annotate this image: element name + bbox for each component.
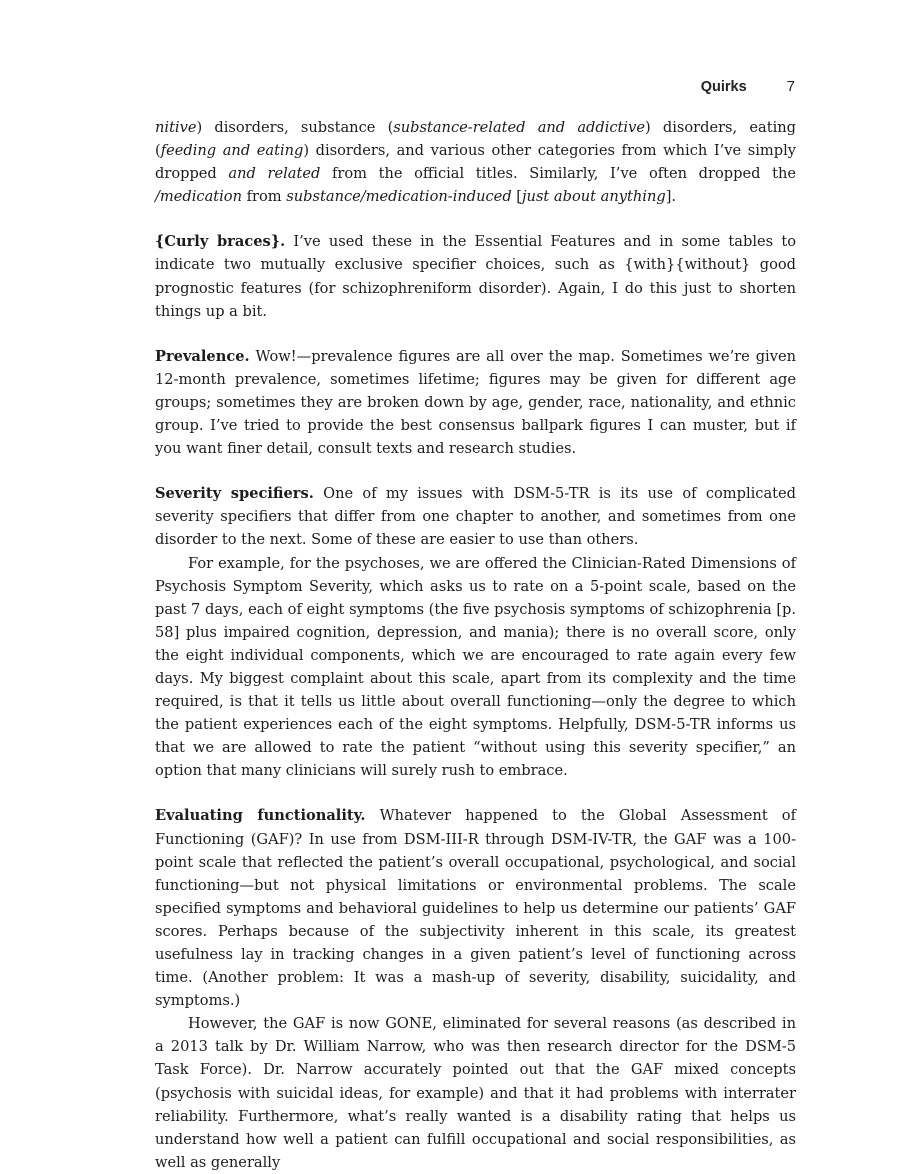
text-run: One of my issues with DSM-5-TR is its use of complicated severity specifiers that differ from one chapter to another, and sometimes from one disorder to the next. Some of these are easier to use than others. (155, 485, 797, 549)
text-run: ) disorders, eating ( (155, 119, 796, 160)
text-run: Whatever happened to the Global Assessment of Functioning (GAF)? In use from DSM-III-R through DSM-IV-TR, the GAF was a 100-point scale that reflected the patient’s overall occupational, psychological, and social functioning—but not physical limitations or environmental problems. The scale specified symptoms and behavioral guidelines to help us determine our patients’ GAF scores. Perhaps because of the subjectivity inherent in this scale, its greatest usefulness lay in tracking changes in a given patient’s level of functioning across time. (Another problem: It was a mash-up of severity, disability, suicidality, and symptoms.) (155, 807, 796, 1010)
text-run: Wow!—prevalence figures are all over the map. Sometimes we’re given 12-month prevalence, sometimes lifetime; figures may be given for different age groups; sometimes they are broken down by age, gender, race, nationality, and ethnic group. I’ve tried to provide the best consensus ballpark figures I can muster, but if you want finer detail, consult texts and research studies. (155, 347, 796, 458)
italic-run: and related (228, 165, 321, 183)
paragraph-gaf-gone (155, 1012, 796, 1174)
italic-run: substance-related and addictive (393, 119, 645, 136)
italic-run: substance/medication-induced (286, 188, 512, 206)
paragraph-curly-braces (155, 230, 796, 322)
italic-run: /medication (155, 188, 242, 206)
paragraph-psychoses-example (155, 552, 796, 783)
italic-run: feeding and eating (160, 142, 304, 160)
text-run: from the official titles. Similarly, I’ve often dropped the (320, 165, 796, 183)
text-run: ) disorders, substance ( (196, 119, 394, 136)
text-run: I’ve used these in the Essential Features and in some tables to indicate two mutually exclusive specifier choices, such as {with}{without} good prognostic features (for schizophreniform disorder). Again, I do this just to shorten things up a bit. (155, 233, 796, 320)
run-in-heading: Evaluating functionality. (155, 807, 366, 825)
italic-run: just about anything (522, 188, 666, 206)
paragraph-prevalence (155, 345, 796, 460)
paragraph-severity-specifiers (155, 482, 796, 551)
italic-run: nitive (155, 119, 197, 136)
text-run: [ (511, 188, 523, 206)
body-text (155, 116, 796, 1174)
running-head (701, 78, 795, 95)
run-in-heading: Prevalence. (155, 347, 250, 365)
text-run: ]. (665, 188, 677, 206)
paragraph-continuation (155, 116, 796, 208)
page-number: 7 (786, 78, 795, 95)
run-in-heading: Severity specifiers. (155, 485, 314, 503)
text-run: However, the GAF is now GONE, eliminated for several reasons (as described in a 2013 talk by Dr. William Narrow, who was then research director for the DSM-5 Task Force). Dr. Narrow accurately pointed out that the GAF mixed concepts (psychosis with suicidal ideas, for example) and that it had problems with interrater reliability. Furthermore, what’s really wanted is a disability rating that helps us understand how well a patient can fulfill occupational and social responsibilities, as well as generally (155, 1015, 796, 1171)
running-title: Quirks (700, 79, 747, 95)
run-in-heading: {Curly braces}. (155, 233, 286, 251)
text-run: For example, for the psychoses, we are offered the Clinician-Rated Dimensions of Psychosis Symptom Severity, which asks us to rate on a 5-point scale, based on the past 7 days, each of eight symptoms (the five psychosis symptoms of schizophrenia [p. 58] plus impaired cognition, depression, and mania); there is no overall score, only the eight individual components, which we are encouraged to rate again every few days. My biggest complaint about this scale, apart from its complexity and the time required, is that it tells us little about overall functioning—only the degree to which the patient experiences each of the eight symptoms. Helpfully, DSM-5-TR informs us that we are allowed to rate the patient “without using this severity specifier,” an option that many clinicians will surely rush to embrace. (155, 554, 796, 780)
text-run: ) disorders, and various other categories from which I’ve simply dropped (155, 142, 796, 183)
text-run: from (242, 188, 287, 206)
paragraph-evaluating-functionality (155, 804, 796, 1012)
